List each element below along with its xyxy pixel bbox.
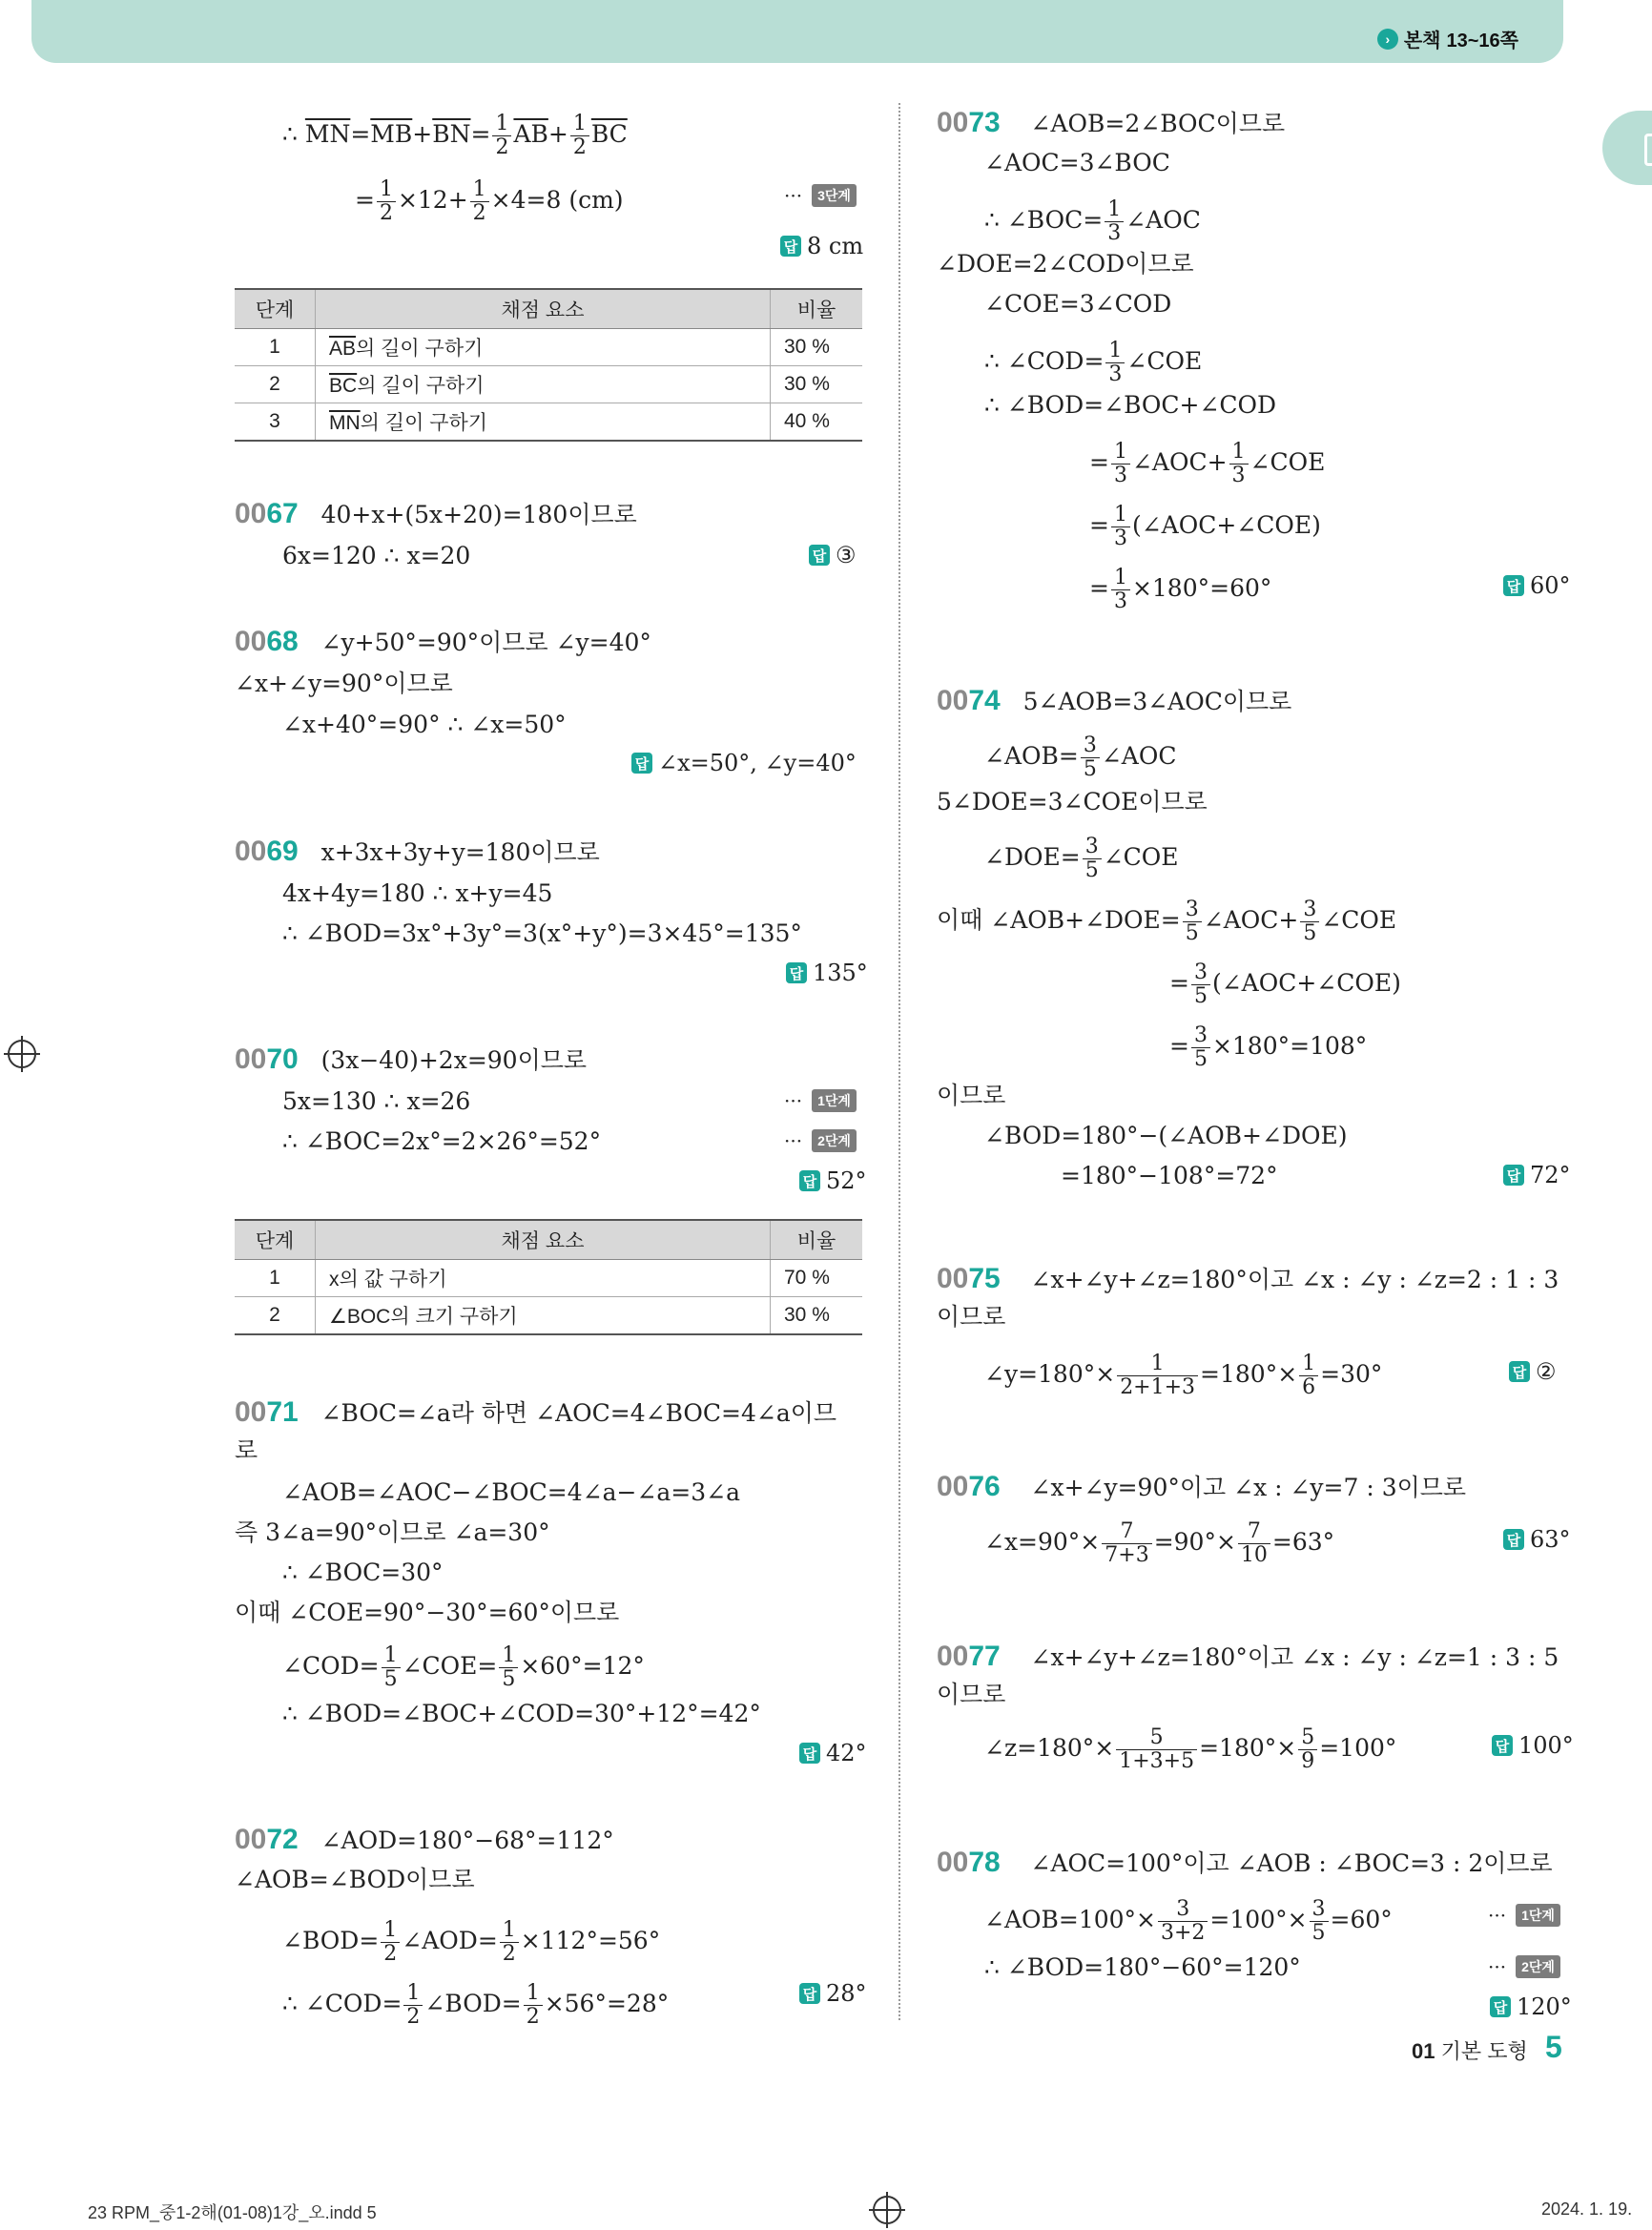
answer-icon: 답: [1492, 1735, 1513, 1756]
p68-line3: ∠x+40°=90° ∴ ∠x=50°: [282, 711, 567, 738]
answer-icon: 답: [799, 1983, 820, 2004]
problem-number: 0077: [937, 1641, 1001, 1672]
print-slug-date: 2024. 1. 19.: [1541, 2199, 1633, 2219]
p73-line10: = $\frac{1}{3}$ ×180°=60°: [1089, 566, 1272, 613]
p75-line2: ∠y=180°× $\frac{1}{2+1+3}$ =180°× $\frac{1}{6}$ =30°: [984, 1352, 1383, 1399]
p75-answer: 답 ②: [1509, 1358, 1557, 1385]
answer-icon: 답: [1509, 1361, 1530, 1382]
problem-number: 0076: [937, 1471, 1001, 1502]
p77-line2: ∠z=180°× $\frac{5}{1+3+5}$ =180°× $\frac{5}{9}$ =100°: [984, 1725, 1397, 1773]
p71-line2: ∠AOB=∠AOC−∠BOC=4∠a−∠a=3∠a: [282, 1478, 741, 1506]
p67-line1: 0067 40+x+(5x+20)=180이므로: [235, 498, 637, 529]
column-divider: [898, 103, 900, 2020]
answer-icon: 답: [631, 753, 652, 774]
p78-answer: 답 120°: [1490, 1993, 1572, 2020]
p70-answer: 답 52°: [799, 1167, 867, 1194]
answer-icon: 답: [780, 236, 801, 257]
p73-line2: ∠AOC=3∠BOC: [984, 149, 1170, 176]
book-reference: [1377, 25, 1518, 52]
p74-line9: ∠BOD=180°−(∠AOB+∠DOE): [984, 1122, 1348, 1149]
ref-prefix: 본책: [1403, 31, 1441, 52]
p73-line3: ∴ ∠BOC= $\frac{1}{3}$ ∠AOC: [984, 197, 1201, 245]
p66-scoring-table: 단계 채점 요소 비율 1 $\overline{AB}$의 길이 구하기 30 % 2 $\overline{BC}$의 길이 구하기 30 % 3 $\overline{MN}$의 길이 구하기 40 %: [235, 288, 862, 442]
problem-number: 0069: [235, 836, 299, 867]
p66-step3: ··· 3단계: [784, 184, 857, 207]
p71-line5: 이때 ∠COE=90°−30°=60°이므로: [235, 1599, 620, 1626]
p71-line3: 즉 3∠a=90°이므로 ∠a=30°: [235, 1518, 550, 1546]
p78-line2: ∠AOB=100°× $\frac{3}{3+2}$ =100°× $\frac{3}{5}$ =60°: [984, 1897, 1393, 1945]
p66-line1: ∴ $\overline{MN}=\overline{MB}+\overline{BN}=$ $\frac{1}{2}$ $\overline{AB}+$ $\frac{1}{2}$ $\overline{BC}$: [282, 112, 628, 159]
p78-line3: ∴ ∠BOD=180°−60°=120°: [984, 1953, 1301, 1981]
p78-step2: ··· 2단계: [1488, 1955, 1560, 1978]
page-number: 5: [1545, 2030, 1562, 2064]
problem-number: 0068: [235, 626, 299, 657]
p74-line3: 5∠DOE=3∠COE이므로: [937, 788, 1208, 816]
registration-mark-icon: [873, 2196, 901, 2224]
p77-line1: 0077 ∠x+∠y+∠z=180°이고 ∠x : ∠y : ∠z=1 : 3 : 5: [937, 1641, 1559, 1672]
p74-answer: 답 72°: [1503, 1162, 1571, 1188]
p78-step1: ··· 1단계: [1488, 1904, 1560, 1927]
answer-icon: 답: [1503, 1529, 1524, 1550]
header-band: [31, 0, 1563, 63]
ref-pages: 13~16쪽: [1446, 31, 1518, 52]
p77-answer: 답 100°: [1492, 1732, 1574, 1759]
p73-line5: ∠COE=3∠COD: [984, 290, 1172, 318]
footer-chapter: 01 기본 도형: [1412, 2039, 1528, 2063]
answer-icon: 답: [809, 545, 830, 566]
registration-mark-icon: [8, 1040, 36, 1068]
p70-line1: 0070 (3x−40)+2x=90이므로: [235, 1043, 588, 1075]
arrow-right-icon: ›: [1377, 29, 1398, 50]
p72-answer: 답 28°: [799, 1980, 867, 2007]
problem-number: 0078: [937, 1847, 1001, 1878]
p70-step2: ··· 2단계: [784, 1129, 857, 1152]
p69-line3: ∴ ∠BOD=3x°+3y°=3(x°+y°)=3×45°=135°: [282, 919, 802, 947]
p74-line2: ∠AOB= $\frac{3}{5}$ ∠AOC: [984, 733, 1177, 781]
answer-icon: 답: [1490, 1996, 1511, 2017]
p74-line7: = $\frac{3}{5}$ ×180°=108°: [1169, 1023, 1368, 1071]
p74-line5: 이때 ∠AOB+∠DOE= $\frac{3}{5}$ ∠AOC+ $\frac{3}{5}$ ∠COE: [937, 898, 1397, 945]
print-slug-file: 23 RPM_중1-2해(01-08)1강_오.indd 5: [88, 2203, 377, 2222]
p71-line1: 0071 ∠BOC=∠a라 하면 ∠AOC=4∠BOC=4∠a이므: [235, 1396, 837, 1428]
p73-line7: ∴ ∠BOD=∠BOC+∠COD: [984, 391, 1277, 419]
p76-answer: 답 63°: [1503, 1526, 1571, 1553]
p78-line1: 0078 ∠AOC=100°이고 ∠AOB : ∠BOC=3 : 2이므로: [937, 1847, 1553, 1878]
p73-answer: 답 60°: [1503, 572, 1571, 599]
p71-line6: ∠COD= $\frac{1}{5}$ ∠COE= $\frac{1}{5}$ ×60°=12°: [282, 1643, 645, 1691]
answer-icon: 답: [1503, 1165, 1524, 1186]
p66-answer: 답 8 cm: [780, 233, 863, 259]
p71-line4: ∴ ∠BOC=30°: [282, 1559, 444, 1586]
p67-answer: 답 ③: [809, 542, 857, 568]
answer-icon: 답: [1503, 575, 1524, 596]
p73-line6: ∴ ∠COD= $\frac{1}{3}$ ∠COE: [984, 339, 1203, 386]
problem-number: 0072: [235, 1824, 299, 1855]
p72-line3: ∠BOD= $\frac{1}{2}$ ∠AOD= $\frac{1}{2}$ ×112°=56°: [282, 1918, 661, 1966]
p69-line1: 0069 x+3x+3y+y=180이므로: [235, 836, 600, 867]
p75-line1b: 이므로: [937, 1303, 1006, 1331]
p72-line1: 0072 ∠AOD=180°−68°=112°: [235, 1824, 614, 1855]
problem-number: 0073: [937, 107, 1001, 138]
problem-number: 0071: [235, 1396, 299, 1428]
p71-line7: ∴ ∠BOD=∠BOC+∠COD=30°+12°=42°: [282, 1700, 761, 1727]
p70-step1: ··· 1단계: [784, 1089, 857, 1112]
p74-line10: =180°−108°=72°: [1061, 1162, 1278, 1189]
p66-line2: = $\frac{1}{2}$ ×12+ $\frac{1}{2}$ ×4=8 (cm): [355, 177, 624, 225]
p70-line3: ∴ ∠BOC=2x°=2×26°=52°: [282, 1127, 602, 1155]
p73-line1: 0073 ∠AOB=2∠BOC이므로: [937, 107, 1286, 138]
p73-line9: = $\frac{1}{3}$ (∠AOC+∠COE): [1089, 503, 1321, 550]
p75-line1: 0075 ∠x+∠y+∠z=180°이고 ∠x : ∠y : ∠z=2 : 1 : 3: [937, 1263, 1559, 1294]
p73-line8: = $\frac{1}{3}$ ∠AOC+ $\frac{1}{3}$ ∠COE: [1089, 440, 1326, 487]
answer-icon: 답: [786, 962, 807, 983]
p70-line2: 5x=130 ∴ x=26: [282, 1087, 471, 1115]
p67-line2: 6x=120 ∴ x=20: [282, 542, 471, 569]
problem-number: 0074: [937, 685, 1001, 716]
p72-line2: ∠AOB=∠BOD이므로: [235, 1866, 475, 1893]
p71-answer: 답 42°: [799, 1740, 867, 1766]
p74-line4: ∠DOE= $\frac{3}{5}$ ∠COE: [984, 835, 1179, 882]
problem-number: 0070: [235, 1043, 299, 1075]
p71-line1b: 로: [235, 1436, 258, 1464]
problem-number: 0075: [937, 1263, 1001, 1294]
problem-number: 0067: [235, 498, 299, 529]
p69-answer: 답 135°: [786, 960, 868, 986]
p74-line6: = $\frac{3}{5}$ (∠AOC+∠COE): [1169, 960, 1401, 1008]
p76-line1: 0076 ∠x+∠y=90°이고 ∠x : ∠y=7 : 3이므로: [937, 1471, 1467, 1502]
p72-line4: ∴ ∠COD= $\frac{1}{2}$ ∠BOD= $\frac{1}{2}$ ×56°=28°: [282, 1981, 670, 2029]
p74-line1: 0074 5∠AOB=3∠AOC이므로: [937, 685, 1292, 716]
p68-answer: 답 ∠x=50°, ∠y=40°: [631, 750, 857, 776]
p68-line2: ∠x+∠y=90°이므로: [235, 670, 453, 697]
p74-line8: 이므로: [937, 1082, 1006, 1109]
answer-icon: 답: [799, 1743, 820, 1764]
p70-scoring-table: 단계 채점 요소 비율 1 x의 값 구하기 70 % 2 ∠BOC의 크기 구하기 30 %: [235, 1219, 862, 1335]
p76-line2: ∠x=90°× $\frac{7}{7+3}$ =90°× $\frac{7}{10}$ =63°: [984, 1519, 1335, 1567]
chapter-tab-icon: [1644, 134, 1652, 166]
answer-icon: 답: [799, 1170, 820, 1191]
p69-line2: 4x+4y=180 ∴ x+y=45: [282, 879, 553, 907]
p73-line4: ∠DOE=2∠COD이므로: [937, 250, 1194, 278]
p68-line1: 0068 ∠y+50°=90°이므로 ∠y=40°: [235, 626, 651, 657]
p77-line1b: 이므로: [937, 1681, 1006, 1708]
